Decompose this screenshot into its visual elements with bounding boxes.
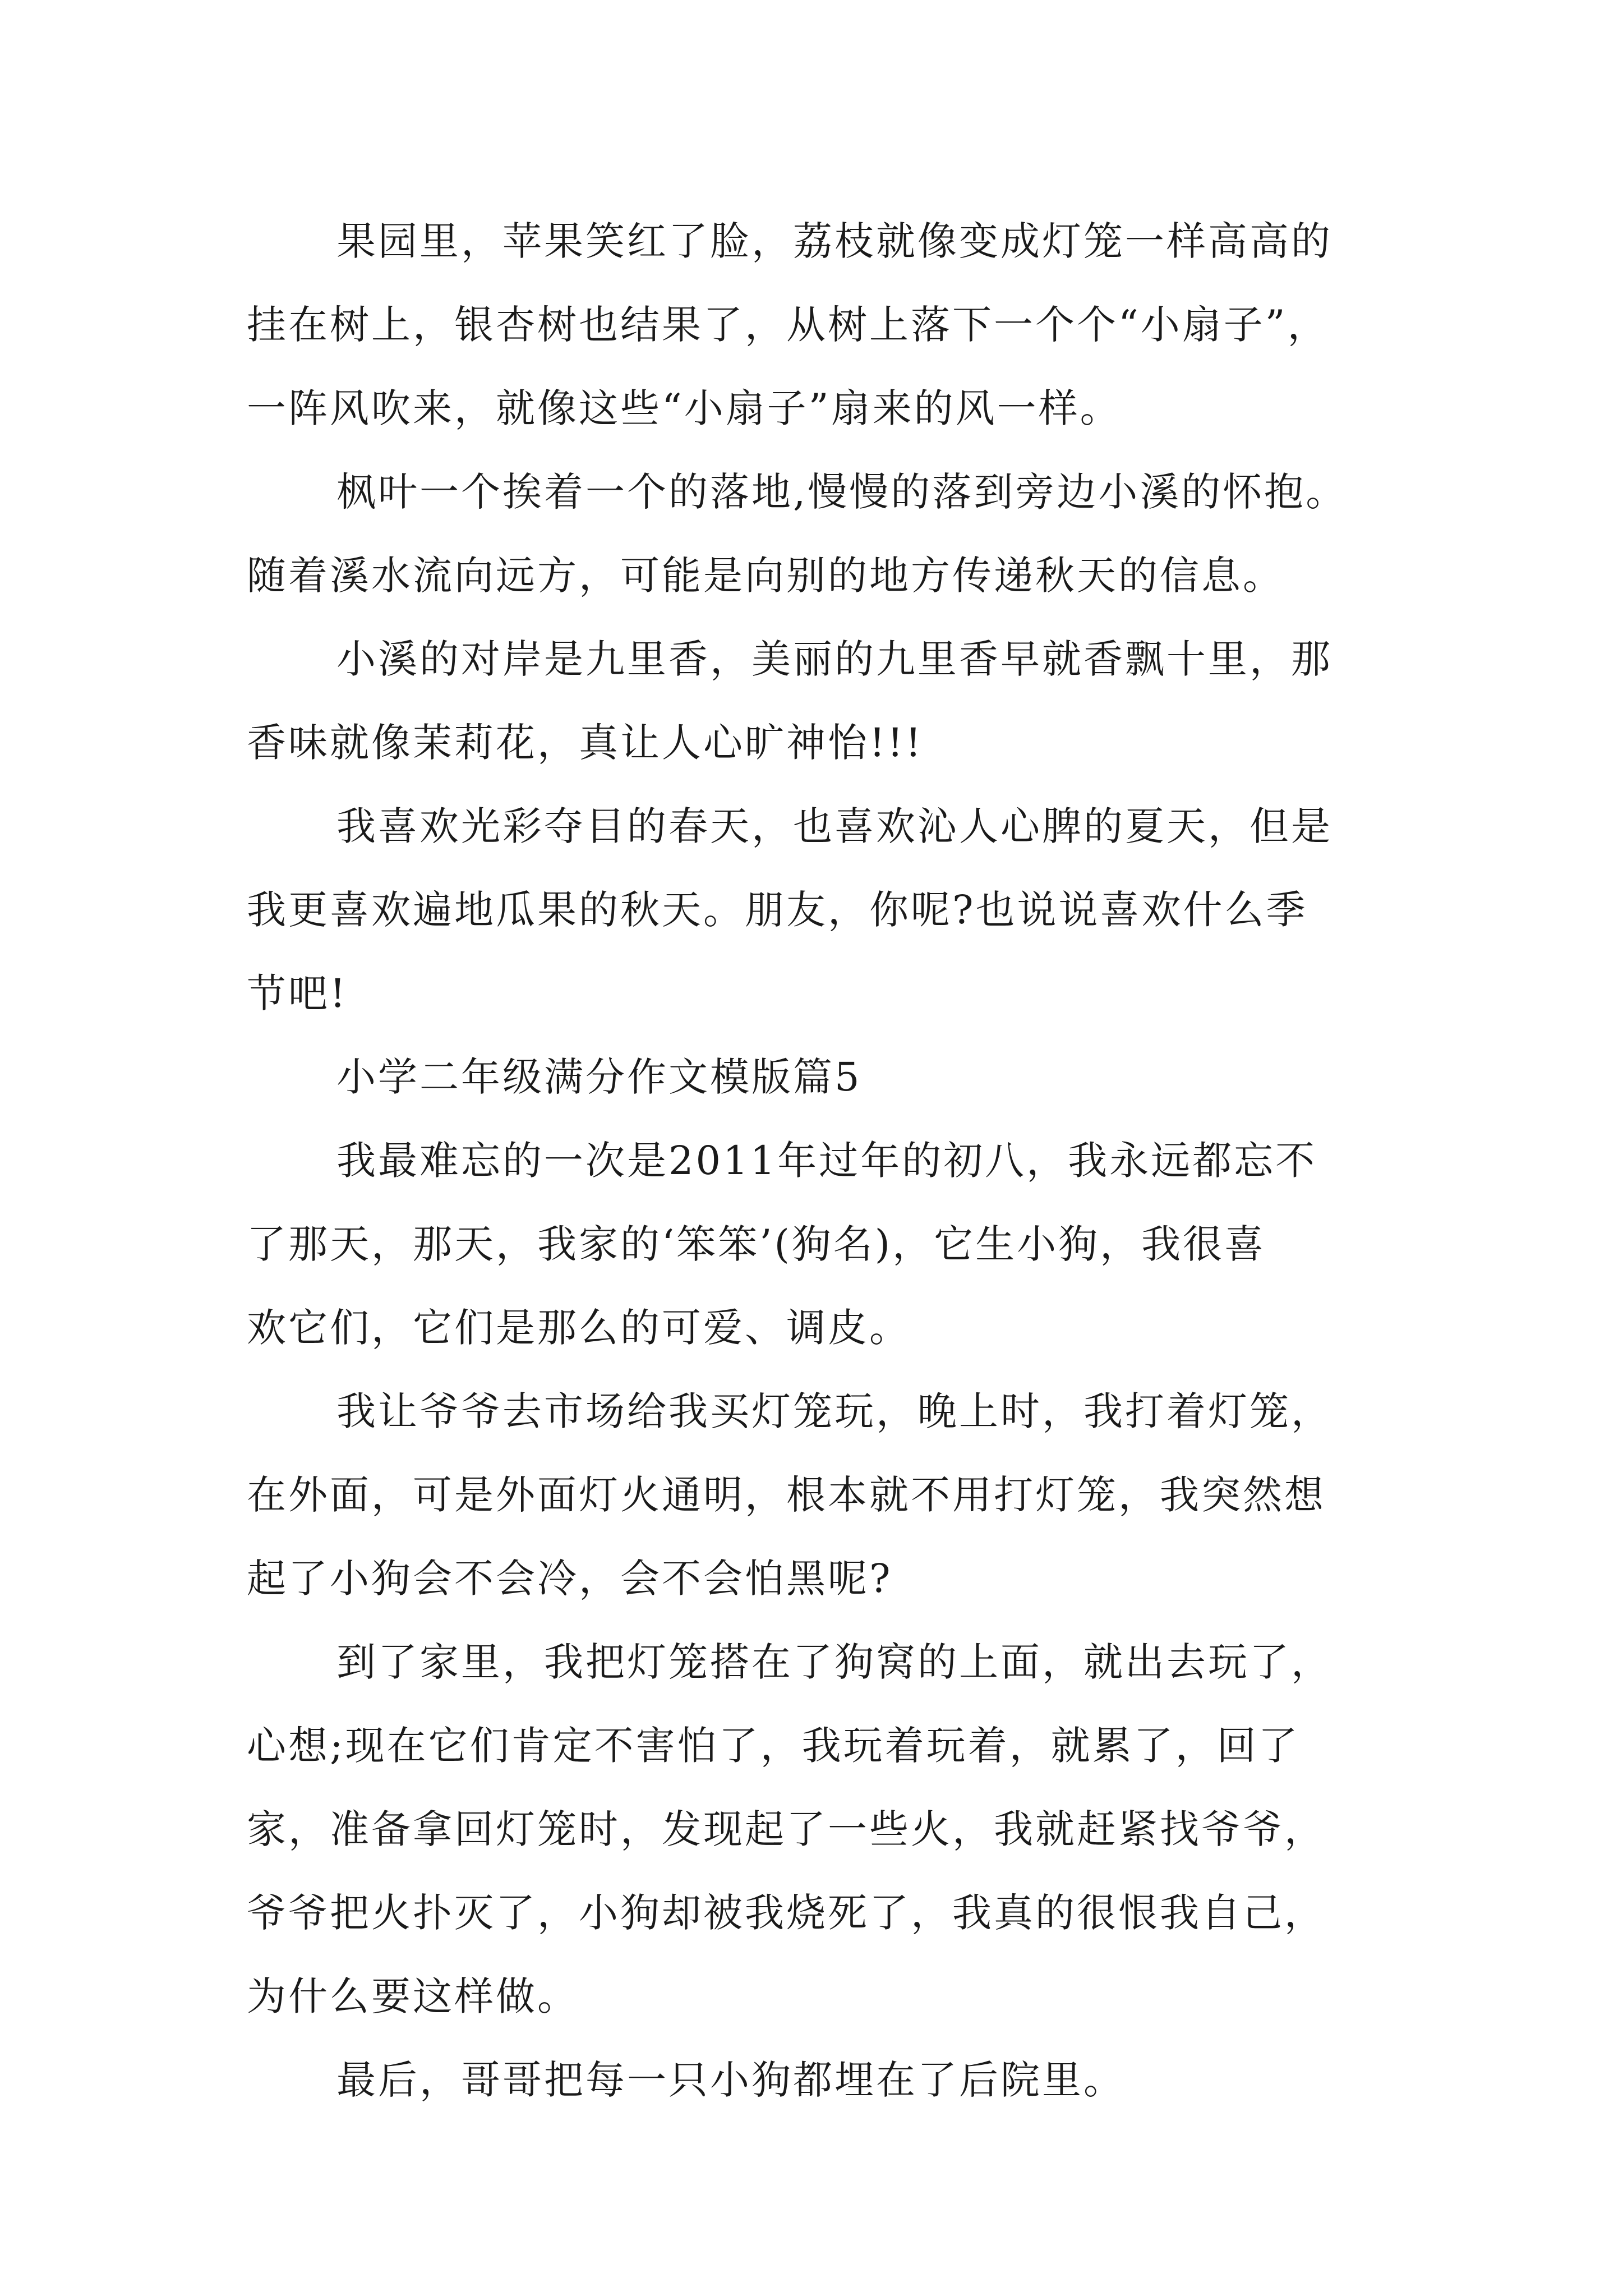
paragraph-3-line-2: 香味就像茉莉花，真让人心旷神怡!!!	[247, 720, 924, 766]
paragraph-1-line-1: 果园里，苹果笑红了脸，荔枝就像变成灯笼一样高高的	[336, 218, 1332, 264]
paragraph-8-line-1: 最后，哥哥把每一只小狗都埋在了后院里。	[336, 2057, 1125, 2103]
paragraph-5-line-3: 欢它们，它们是那么的可爱、调皮。	[247, 1305, 911, 1351]
paragraph-7-line-1: 到了家里，我把灯笼搭在了狗窝的上面，就出去玩了，	[336, 1639, 1332, 1685]
paragraph-7-line-4: 爷爷把火扑灭了，小狗却被我烧死了，我真的很恨我自己，	[247, 1890, 1326, 1936]
paragraph-4-line-1: 我喜欢光彩夺目的春天，也喜欢沁人心脾的夏天，但是	[336, 803, 1332, 849]
paragraph-2-line-1: 枫叶一个挨着一个的落地,慢慢的落到旁边小溪的怀抱。	[336, 469, 1348, 515]
paragraph-7-line-2: 心想;现在它们肯定不害怕了，我玩着玩着，就累了，回了	[247, 1723, 1300, 1769]
paragraph-2-line-2: 随着溪水流向远方，可能是向别的地方传递秋天的信息。	[247, 553, 1284, 599]
section-heading: 小学二年级满分作文模版篇5	[336, 1054, 862, 1100]
paragraph-7-line-3: 家，准备拿回灯笼时，发现起了一些火，我就赶紧找爷爷，	[247, 1806, 1326, 1852]
paragraph-7-line-5: 为什么要这样做。	[247, 1973, 579, 2019]
paragraph-6-line-2: 在外面，可是外面灯火通明，根本就不用打灯笼，我突然想	[247, 1472, 1326, 1518]
paragraph-5-line-1: 我最难忘的一次是2011年过年的初八，我永远都忘不	[336, 1138, 1317, 1184]
paragraph-1-line-3: 一阵风吹来，就像这些“小扇子”扇来的风一样。	[247, 385, 1122, 431]
paragraph-4-line-3: 节吧!	[247, 970, 348, 1016]
paragraph-1-line-2: 挂在树上，银杏树也结果了，从树上落下一个个“小扇子”，	[247, 302, 1329, 348]
paragraph-3-line-1: 小溪的对岸是九里香，美丽的九里香早就香飘十里，那	[336, 636, 1332, 682]
paragraph-5-line-2: 了那天，那天，我家的‘笨笨’(狗名)，它生小狗，我很喜	[247, 1221, 1266, 1267]
paragraph-6-line-3: 起了小狗会不会冷，会不会怕黑呢?	[247, 1556, 893, 1602]
paragraph-4-line-2: 我更喜欢遍地瓜果的秋天。朋友，你呢?也说说喜欢什么季	[247, 887, 1308, 933]
paragraph-6-line-1: 我让爷爷去市场给我买灯笼玩，晚上时，我打着灯笼，	[336, 1388, 1332, 1434]
